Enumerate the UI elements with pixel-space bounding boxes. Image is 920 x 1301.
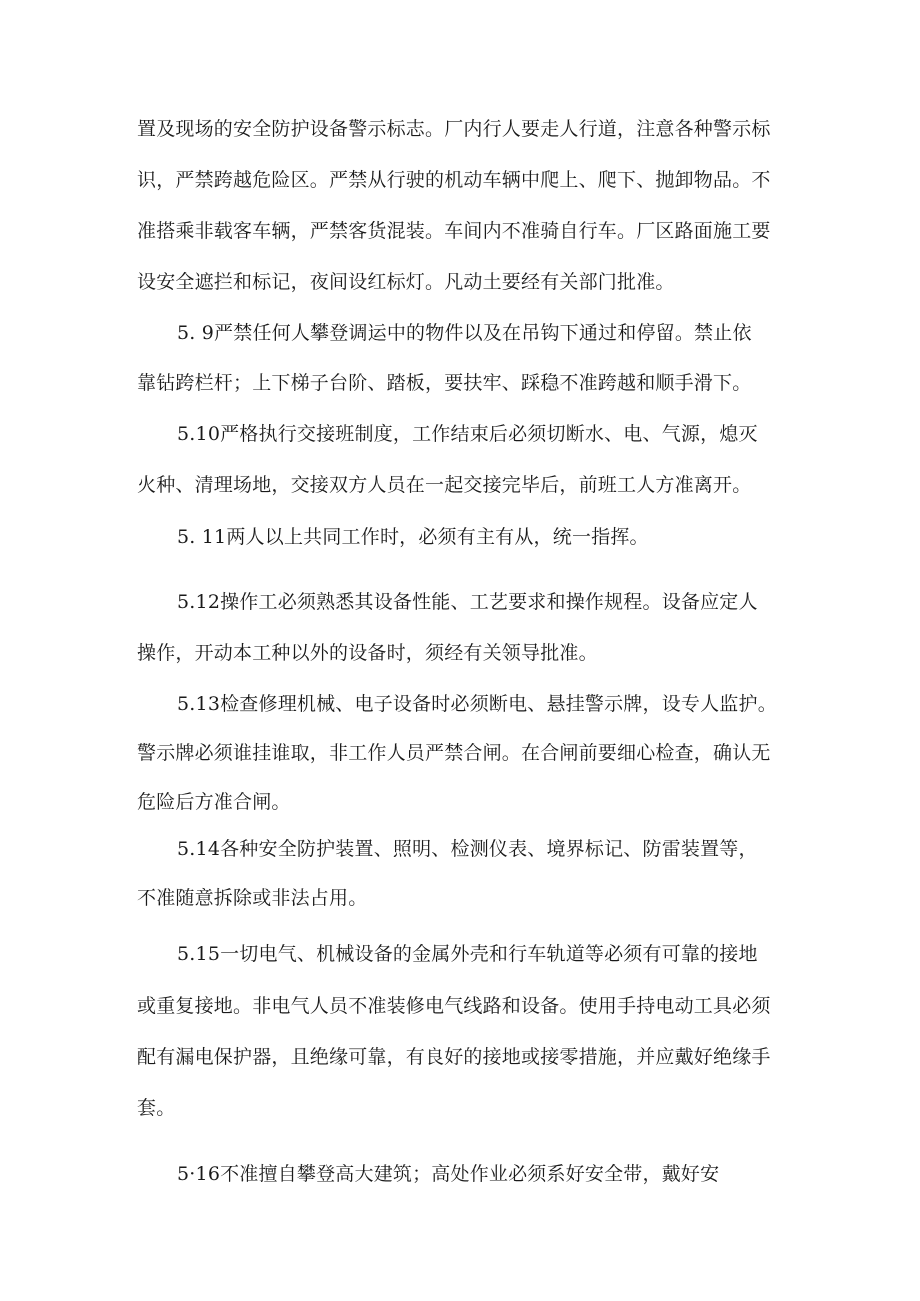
paragraph-line: 火种、清理场地，交接双方人员在一起交接完毕后，前班工人方准离开。	[137, 474, 752, 496]
paragraph-line: 置及现场的安全防护设备警示标志。厂内行人要走人行道，注意各种警示标	[137, 118, 771, 140]
paragraph-line: 识，严禁跨越危险区。严禁从行驶的机动车辆中爬上、爬下、抛卸物品。不	[137, 169, 771, 191]
paragraph-line: 5.10严格执行交接班制度，工作结束后必须切断水、电、气源，熄灭	[177, 423, 758, 445]
paragraph-line: 配有漏电保护器，且绝缘可靠，有良好的接地或接零措施，并应戴好绝缘手	[137, 1046, 771, 1068]
paragraph-line: 5·16不准擅自攀登高大建筑；高处作业必须系好安全带，戴好安	[177, 1163, 720, 1185]
paragraph-line: 操作，开动本工种以外的设备时，须经有关领导批准。	[137, 642, 598, 664]
paragraph-line: 不准随意拆除或非法占用。	[137, 887, 368, 909]
paragraph-line: 5.15一切电气、机械设备的金属外壳和行车轨道等必须有可靠的接地	[177, 943, 758, 965]
paragraph-line: 5.12操作工必须熟悉其设备性能、工艺要求和操作规程。设备应定人	[177, 591, 758, 613]
paragraph-line: 或重复接地。非电气人员不准装修电气线路和设备。使用手持电动工具必须	[137, 995, 771, 1017]
paragraph-line: 5.13检查修理机械、电子设备时必须断电、悬挂警示牌，设专人监护。	[177, 693, 777, 715]
paragraph-line: 警示牌必须谁挂谁取，非工作人员严禁合闸。在合闸前要细心检查，确认无	[137, 742, 771, 764]
paragraph-line: 危险后方准合闸。	[137, 791, 291, 813]
paragraph-line: 5.14各种安全防护装置、照明、检测仪表、境界标记、防雷装置等，	[177, 838, 758, 860]
paragraph-line: 靠钻跨栏杆；上下梯子台阶、踏板，要扶牢、踩稳不准跨越和顺手滑下。	[137, 372, 752, 394]
paragraph-line: 准搭乘非载客车辆，严禁客货混装。车间内不准骑自行车。厂区路面施工要	[137, 220, 771, 242]
paragraph-line: 5. 9严禁任何人攀登调运中的物件以及在吊钩下通过和停留。禁止依	[177, 322, 752, 344]
paragraph-line: 套。	[137, 1097, 176, 1119]
paragraph-line: 设安全遮拦和标记，夜间设红标灯。凡动土要经有关部门批准。	[137, 271, 675, 293]
paragraph-line: 5. 11两人以上共同工作时，必须有主有从，统一指挥。	[177, 526, 649, 548]
